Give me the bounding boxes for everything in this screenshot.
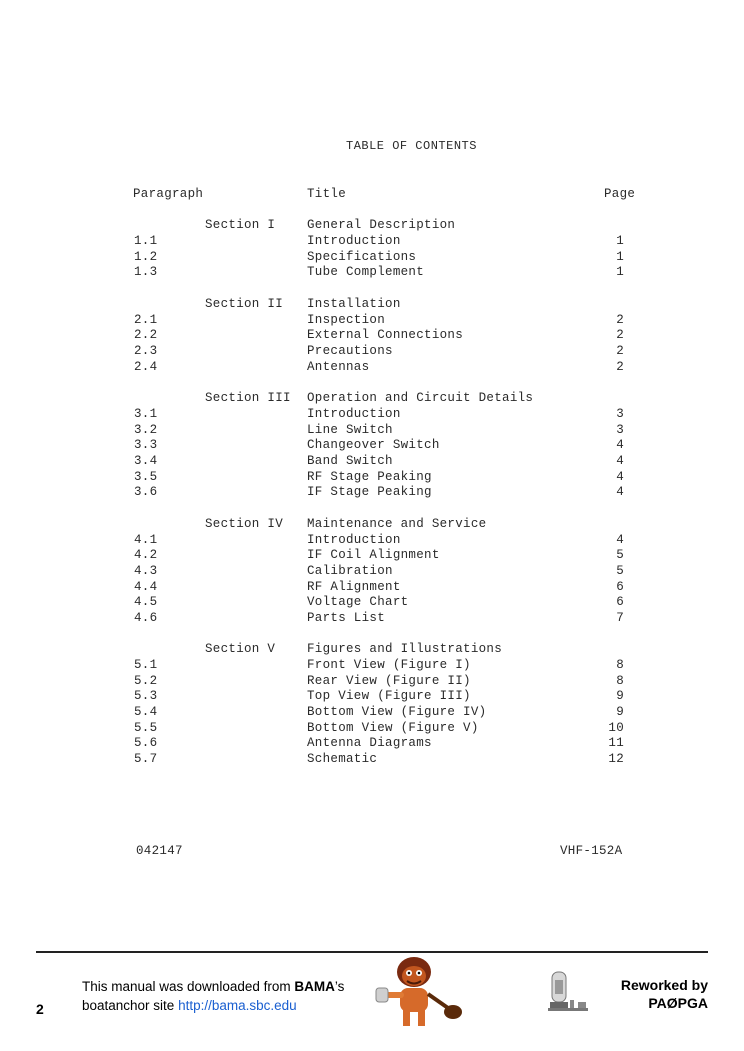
toc-row xyxy=(0,752,744,768)
toc-section xyxy=(0,642,744,767)
column-header-paragraph: Paragraph xyxy=(133,187,204,201)
section-heading xyxy=(0,642,744,658)
toc-section xyxy=(0,517,744,627)
page-ref: 2 xyxy=(616,359,624,374)
page-ref: 10 xyxy=(608,720,624,735)
paragraph-title: Precautions xyxy=(307,343,393,358)
toc-row xyxy=(0,470,744,486)
paragraph-title: RF Stage Peaking xyxy=(307,469,432,484)
paragraph-title: Introduction xyxy=(307,234,401,248)
paragraph-title: External Connections xyxy=(307,328,464,343)
section-label: Section III xyxy=(205,391,291,406)
page-ref: 4 xyxy=(616,453,624,468)
paragraph-number: 2.2 xyxy=(134,328,158,343)
section-label: Section II xyxy=(205,296,284,311)
paragraph-number: 5.4 xyxy=(134,705,158,720)
section-title: General Description xyxy=(307,218,456,232)
toc-row xyxy=(0,595,744,611)
toc-row xyxy=(0,250,744,266)
site-suffix: ’s xyxy=(334,979,345,994)
toc-row xyxy=(0,548,744,564)
line2-prefix: boatanchor site xyxy=(82,998,179,1013)
page-ref: 4 xyxy=(616,438,624,453)
paragraph-number: 3.6 xyxy=(134,485,158,500)
section-label: Section I xyxy=(205,218,276,232)
paragraph-number: 1.3 xyxy=(134,265,158,280)
section-title: Figures and Illustrations xyxy=(307,642,503,657)
paragraph-number: 3.3 xyxy=(134,438,158,453)
paragraph-title: Antenna Diagrams xyxy=(307,736,432,751)
toc-section xyxy=(0,391,744,501)
section-heading xyxy=(0,391,744,407)
toc-row xyxy=(0,736,744,752)
paragraph-number: 5.6 xyxy=(134,736,158,751)
toc-row xyxy=(0,674,744,690)
paragraph-title: Band Switch xyxy=(307,453,393,468)
toc-row xyxy=(0,423,744,439)
vacuum-tube-icon xyxy=(546,968,590,1014)
toc-row xyxy=(0,533,744,549)
toc-sections xyxy=(0,218,744,783)
download-line-1 xyxy=(82,977,344,996)
paragraph-title: Antennas xyxy=(307,359,370,374)
toc-row xyxy=(0,705,744,721)
paragraph-title: Introduction xyxy=(307,532,401,547)
paragraph-number: 4.1 xyxy=(134,532,158,547)
page-ref: 4 xyxy=(616,532,624,547)
download-prefix: This manual was downloaded from xyxy=(82,979,295,994)
paragraph-title: Front View (Figure I) xyxy=(307,658,471,673)
toc-row xyxy=(0,485,744,501)
page-ref: 1 xyxy=(616,265,624,280)
page-ref: 2 xyxy=(616,343,624,358)
section-title: Maintenance and Service xyxy=(307,516,487,531)
reworked-line-2: PAØPGA xyxy=(648,995,708,1011)
section-title: Operation and Circuit Details xyxy=(307,391,534,406)
toc-row xyxy=(0,407,744,423)
paragraph-number: 1.1 xyxy=(134,234,158,248)
paragraph-title: RF Alignment xyxy=(307,579,401,594)
paragraph-number: 3.4 xyxy=(134,453,158,468)
model-number: VHF-152A xyxy=(560,844,623,858)
toc-row xyxy=(0,580,744,596)
page-ref: 7 xyxy=(616,610,624,625)
page-ref: 2 xyxy=(616,328,624,343)
column-header-title: Title xyxy=(307,187,347,201)
page-number: 2 xyxy=(36,1001,44,1017)
paragraph-number: 4.4 xyxy=(134,579,158,594)
paragraph-number: 3.2 xyxy=(134,422,158,437)
page-ref: 9 xyxy=(616,689,624,704)
page-ref: 5 xyxy=(616,548,624,563)
page-ref: 5 xyxy=(616,563,624,578)
toc-title: TABLE OF CONTENTS xyxy=(346,139,477,153)
section-label: Section V xyxy=(205,642,276,657)
page-ref: 4 xyxy=(616,485,624,500)
paragraph-title: IF Stage Peaking xyxy=(307,485,432,500)
paragraph-number: 5.1 xyxy=(134,658,158,673)
paragraph-title: Tube Complement xyxy=(307,265,425,280)
paragraph-title: Schematic xyxy=(307,751,378,766)
toc-row xyxy=(0,564,744,580)
paragraph-title: Voltage Chart xyxy=(307,595,409,610)
page-ref: 6 xyxy=(616,595,624,610)
paragraph-number: 5.3 xyxy=(134,689,158,704)
paragraph-title: Line Switch xyxy=(307,422,393,437)
paragraph-title: Changeover Switch xyxy=(307,438,440,453)
download-notice xyxy=(82,977,344,1015)
paragraph-number: 4.3 xyxy=(134,563,158,578)
paragraph-title: Parts List xyxy=(307,610,386,625)
site-brand: BAMA xyxy=(294,979,335,994)
paragraph-title: Calibration xyxy=(307,563,393,578)
paragraph-title: Bottom View (Figure IV) xyxy=(307,705,487,720)
paragraph-number: 5.2 xyxy=(134,673,158,688)
section-heading xyxy=(0,218,744,234)
page-ref: 2 xyxy=(616,312,624,327)
paragraph-number: 4.5 xyxy=(134,595,158,610)
page-ref: 9 xyxy=(616,705,624,720)
section-heading xyxy=(0,517,744,533)
page-ref: 1 xyxy=(616,234,624,248)
toc-row xyxy=(0,721,744,737)
paragraph-number: 2.3 xyxy=(134,343,158,358)
paragraph-number: 3.5 xyxy=(134,469,158,484)
document-code: 042147 xyxy=(136,844,183,858)
toc-row xyxy=(0,234,744,250)
toc-row xyxy=(0,360,744,376)
paragraph-title: IF Coil Alignment xyxy=(307,548,440,563)
reworked-credit xyxy=(621,976,708,1012)
toc-section xyxy=(0,297,744,375)
caveman-mascot-icon xyxy=(370,948,468,1030)
paragraph-number: 2.4 xyxy=(134,359,158,374)
paragraph-number: 1.2 xyxy=(134,249,158,264)
paragraph-title: Top View (Figure III) xyxy=(307,689,471,704)
paragraph-title: Rear View (Figure II) xyxy=(307,673,471,688)
toc-row xyxy=(0,265,744,281)
toc-row xyxy=(0,611,744,627)
page-ref: 3 xyxy=(616,422,624,437)
paragraph-title: Inspection xyxy=(307,312,386,327)
paragraph-number: 3.1 xyxy=(134,407,158,422)
toc-row xyxy=(0,328,744,344)
toc-row xyxy=(0,344,744,360)
page-ref: 4 xyxy=(616,469,624,484)
reworked-line-1: Reworked by xyxy=(620,977,708,993)
toc-row xyxy=(0,313,744,329)
paragraph-number: 4.6 xyxy=(134,610,158,625)
toc-row xyxy=(0,454,744,470)
paragraph-title: Introduction xyxy=(307,407,401,422)
section-title: Installation xyxy=(307,296,401,311)
paragraph-title: Bottom View (Figure V) xyxy=(307,720,479,735)
toc-row xyxy=(0,689,744,705)
paragraph-number: 2.1 xyxy=(134,312,158,327)
page-ref: 11 xyxy=(608,736,624,751)
page-ref: 8 xyxy=(616,658,624,673)
site-link[interactable]: http://bama.sbc.edu xyxy=(178,998,297,1013)
page-ref: 6 xyxy=(616,579,624,594)
column-header-page: Page xyxy=(604,187,636,201)
page-ref: 3 xyxy=(616,407,624,422)
paragraph-title: Specifications xyxy=(307,249,417,264)
toc-section xyxy=(0,218,744,281)
page-ref: 8 xyxy=(616,673,624,688)
toc-row xyxy=(0,438,744,454)
paragraph-number: 4.2 xyxy=(134,548,158,563)
page-ref: 12 xyxy=(608,751,624,766)
toc-row xyxy=(0,658,744,674)
section-label: Section IV xyxy=(205,516,284,531)
paragraph-number: 5.5 xyxy=(134,720,158,735)
section-heading xyxy=(0,297,744,313)
paragraph-number: 5.7 xyxy=(134,751,158,766)
download-line-2 xyxy=(82,996,344,1015)
page-ref: 1 xyxy=(616,249,624,264)
